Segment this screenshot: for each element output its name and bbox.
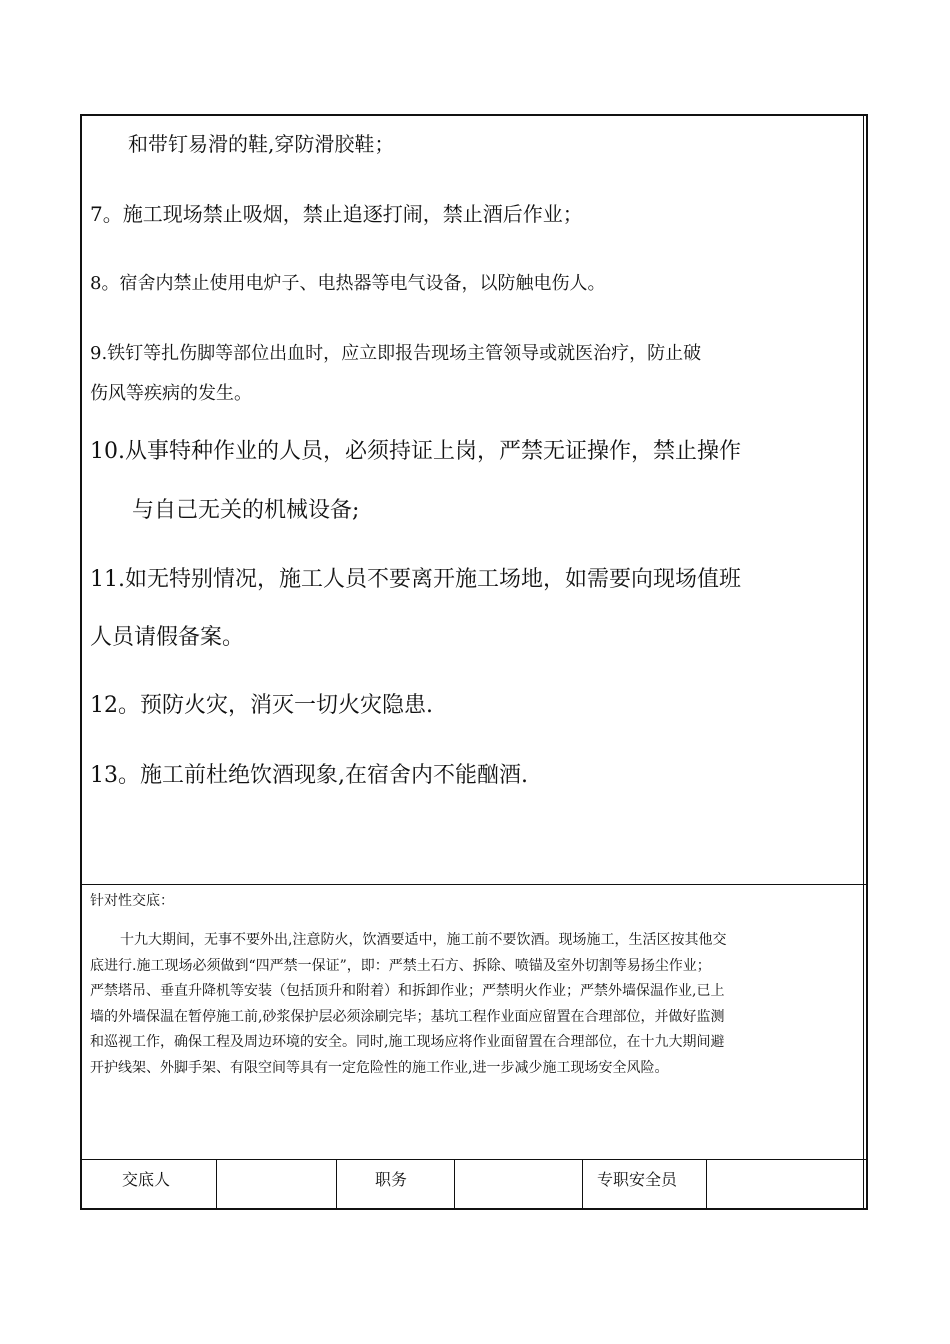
rule-line-9-continued: 伤风等疾病的发生。 (90, 383, 252, 404)
notice-label: 针对性交底： (90, 893, 174, 909)
rule-line-8: 8。宿舍内禁止使用电炉子、电热器等电气设备，以防触电伤人。 (90, 273, 606, 294)
notice-line: 十九大期间，无事不要外出,注意防火，饮酒要适中，施工前不要饮酒。现场施工，生活区按其他交 (120, 932, 727, 948)
rule-line-12: 12。预防火灾，消灭一切火灾隐患. (90, 693, 433, 718)
cell-divider (216, 1159, 217, 1208)
rule-line-9: 9.铁钉等扎伤脚等部位出血时，应立即报告现场主管领导或就医治疗，防止破 (90, 343, 702, 364)
notice-line: 严禁塔吊、垂直升降机等安装（包括顶升和附着）和拆卸作业；严禁明火作业；严禁外墙保温作业,已上 (90, 983, 725, 999)
rule-line-11-continued: 人员请假备案。 (90, 625, 245, 650)
rule-line-13: 13。施工前杜绝饮酒现象,在宿舍内不能酗酒. (90, 763, 528, 788)
cell-divider (706, 1159, 707, 1208)
rule-line-10: 10.从事特种作业的人员，必须持证上岗，严禁无证操作，禁止操作 (90, 439, 741, 464)
rule-line-7: 7。施工现场禁止吸烟，禁止追逐打闹，禁止酒后作业； (90, 202, 583, 226)
section-divider (82, 884, 866, 885)
notice-body (90, 928, 856, 1081)
cell-divider (454, 1159, 455, 1208)
signature-row (82, 1159, 866, 1208)
notice-line: 和巡视工作，确保工程及周边环境的安全。同时,施工现场应将作业面留置在合理部位，在十九大期间避 (90, 1034, 725, 1050)
position-label: 职务 (375, 1170, 408, 1189)
notice-line: 开护线架、外脚手架、有限空间等具有一定危险性的施工作业,进一步减少施工现场安全风险。 (90, 1059, 669, 1076)
cell-divider (336, 1159, 337, 1208)
table-border-right (863, 116, 864, 1208)
rule-line-11: 11.如无特别情况，施工人员不要离开施工场地，如需要向现场值班 (90, 567, 741, 592)
cell-divider (582, 1159, 583, 1208)
safety-officer-label: 专职安全员 (597, 1170, 678, 1189)
notice-line: 墙的外墙保温在暂停施工前,砂浆保护层必须涂刷完毕；基坑工程作业面应留置在合理部位，并做好监测 (90, 1008, 725, 1025)
rule-line-10-continued: 与自己无关的机械设备; (132, 498, 360, 523)
presenter-label: 交底人 (122, 1170, 171, 1189)
document-table (80, 114, 868, 1210)
notice-line: 底进行.施工现场必须做到“四严禁一保证”，即：严禁土石方、拆除、喷锚及室外切割等易扬尘作业； (90, 957, 711, 974)
rule-line-6-continued: 和带钉易滑的鞋,穿防滑胶鞋； (128, 132, 395, 156)
